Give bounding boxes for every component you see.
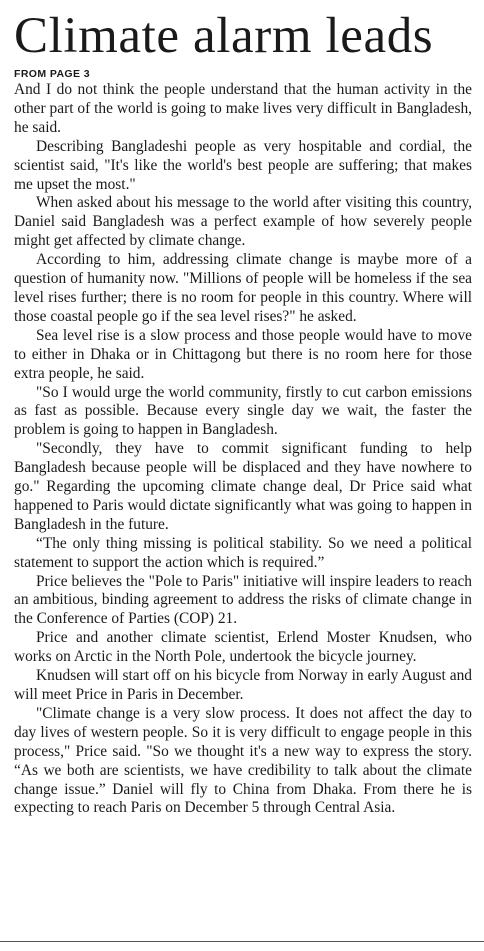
article-body [14,81,472,818]
paragraph: "Secondly, they have to commit significant funding to help Bangladesh because people will be displaced and they have nowhere to go." Regarding the upcoming climate change deal, Dr Price said what happened to Paris would dictate significantly what was going to happen in Bangladesh in the future. [14,440,472,533]
paragraph: "So I would urge the world community, firstly to cut carbon emissions as fast as possible. Because every single day we wait, the faster the problem is going to happen in Bangladesh. [14,383,472,439]
paragraph: According to him, addressing climate change is maybe more of a question of humanity now. "Millions of people will be homeless if the sea level rises further; there is no room for people in this country. Where will those coastal people go if the sea level rises?" he asked. [14,251,472,325]
headline: Climate alarm leads [14,8,434,64]
paragraph: “The only thing missing is political stability. So we need a political statement to support the action which is required.” [14,534,472,571]
paragraph: "Climate change is a very slow process. It does not affect the day to day lives of western people. So it is very difficult to engage people in this process," Price said. "So we thought it's a new way to express the story. “As we both are scientists, we have credibility to talk about the climate change issue.” Daniel will fly to China from Dhaka. From there he is expecting to reach Paris on December 5 through Central Asia. [14,704,472,817]
bottom-rule [0,941,484,942]
continued-from-label: FROM PAGE 3 [14,68,90,80]
paragraph: Knudsen will start off on his bicycle from Norway in early August and will meet Price in Paris in December. [14,667,472,703]
paragraph: Price believes the "Pole to Paris" initiative will inspire leaders to reach an ambitious, binding agreement to address the risks of climate change in the Conference of Parties (COP) 21. [14,572,472,628]
paragraph: Sea level rise is a slow process and those people would have to move to either in Dhaka or in Chittagong but there is no room here for those extra people, he said. [14,326,472,382]
paragraph: And I do not think the people understand that the human activity in the other part of the world is going to make lives very difficult in Bangladesh, he said. [14,81,472,136]
paragraph: Price and another climate scientist, Erlend Moster Knudsen, who works on Arctic in the North Pole, undertook the bicycle journey. [14,629,472,666]
paragraph: Describing Bangladeshi people as very hospitable and cordial, the scientist said, "It's like the world's best people are suffering; that makes me upset the most." [14,137,472,193]
paragraph: When asked about his message to the world after visiting this country, Daniel said Bangladesh was a perfect example of how severely people might get affected by climate change. [14,194,472,250]
